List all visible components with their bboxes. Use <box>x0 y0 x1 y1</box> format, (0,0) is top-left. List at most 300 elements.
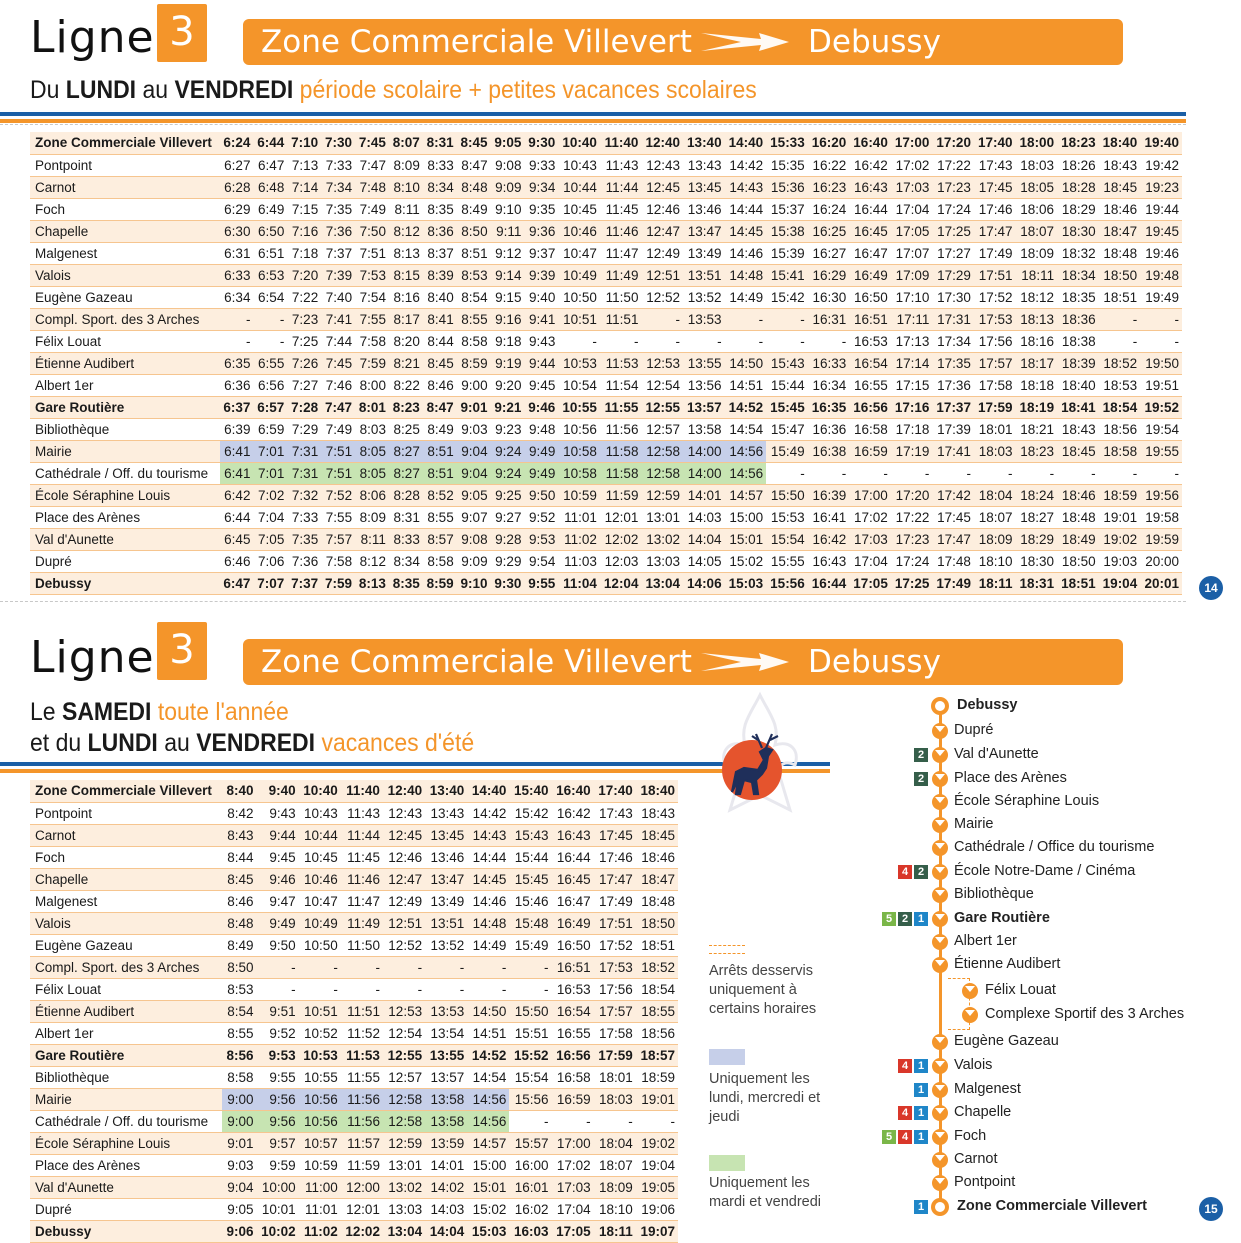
time-cell: 14:46 <box>729 245 764 261</box>
time-cell: 19:55 <box>1140 440 1182 462</box>
time-cell: 12:04 <box>600 572 642 594</box>
connection-line-badge: 4 <box>898 1130 912 1144</box>
time-cell: 15:53 <box>770 509 805 525</box>
time-cell: 19:56 <box>1140 484 1182 506</box>
time-cell: 14:44 <box>729 201 764 217</box>
time-cell: 17:09 <box>891 264 933 286</box>
time-cell: 9:29 <box>495 553 522 569</box>
time-cell: 13:49 <box>430 893 465 909</box>
time-cell: 7:25 <box>291 333 319 349</box>
saturday-timetable <box>30 780 678 1243</box>
time-cell: 9:52 <box>269 1025 296 1041</box>
time-cell: 6:54 <box>258 289 285 305</box>
time-cell: 11:50 <box>605 289 639 305</box>
time-cell: - <box>717 333 722 349</box>
time-cell: 8:06 <box>355 484 389 506</box>
time-cell: 18:06 <box>1020 201 1055 217</box>
time-cell: 16:43 <box>849 176 891 198</box>
time-cell: 15:42 <box>514 805 549 821</box>
time-cell: 8:48 <box>457 176 491 198</box>
time-cell: 9:34 <box>524 176 558 198</box>
time-cell: 15:52 <box>509 1044 551 1066</box>
time-cell: 10:00 <box>257 1176 299 1198</box>
stop-name: Gare Routière <box>30 1044 222 1066</box>
stop-name: Bibliothèque <box>35 421 110 437</box>
route-stop-label: Zone Commerciale Villevert <box>957 1198 1147 1214</box>
time-cell: 18:52 <box>1099 352 1141 374</box>
time-cell: 11:45 <box>605 201 639 217</box>
stop-marker-icon <box>962 983 978 999</box>
table-row <box>30 1000 678 1022</box>
time-cell: 8:05 <box>355 462 389 484</box>
time-cell: 16:23 <box>808 176 850 198</box>
time-cell: 18:59 <box>1099 484 1141 506</box>
time-cell: 12:49 <box>388 893 423 909</box>
time-cell: 16:39 <box>808 484 850 506</box>
time-cell: 14:51 <box>729 377 764 393</box>
time-cell: 8:13 <box>355 572 389 594</box>
arrow-icon <box>701 648 791 676</box>
time-cell: 8:03 <box>359 421 386 437</box>
time-cell: 8:27 <box>389 440 423 462</box>
table-row <box>30 802 678 824</box>
time-cell: 16:31 <box>808 308 850 330</box>
time-cell: - <box>383 956 425 978</box>
time-cell: 16:51 <box>849 308 891 330</box>
time-cell: 16:56 <box>849 396 891 418</box>
time-cell: 18:03 <box>974 440 1016 462</box>
time-cell: 12:43 <box>388 805 423 821</box>
table-row <box>30 1132 678 1154</box>
stop-name: Dupré <box>35 553 72 569</box>
stop-marker-icon <box>932 1105 948 1121</box>
time-cell: 12:47 <box>383 868 425 890</box>
time-cell: 6:49 <box>258 201 285 217</box>
time-cell: 17:47 <box>594 868 636 890</box>
time-cell: 6:59 <box>258 421 285 437</box>
time-cell: 13:47 <box>683 220 725 242</box>
bottom-subtitle-1: Le SAMEDI toute l'année <box>30 698 289 726</box>
time-cell: 18:55 <box>636 1000 678 1022</box>
time-cell: 8:54 <box>222 1000 256 1022</box>
time-cell: 18:29 <box>1061 201 1096 217</box>
time-cell: 16:47 <box>854 245 888 261</box>
time-cell: 11:40 <box>341 780 383 802</box>
time-cell: 8:13 <box>393 245 420 261</box>
time-cell: 18:49 <box>1057 528 1099 550</box>
time-cell: 14:40 <box>467 780 509 802</box>
stop-name: Étienne Audibert <box>30 1000 222 1022</box>
table-row <box>30 1022 678 1044</box>
table-row <box>30 956 678 978</box>
time-cell: 14:56 <box>467 1110 509 1132</box>
route-stop-label: Val d'Aunette <box>954 746 1039 762</box>
time-cell: 15:43 <box>766 352 808 374</box>
time-cell: 18:00 <box>1016 132 1058 154</box>
time-cell: 7:30 <box>321 132 355 154</box>
time-cell: 16:54 <box>849 352 891 374</box>
time-cell: 17:49 <box>599 893 633 909</box>
time-cell: 18:46 <box>1103 201 1138 217</box>
time-cell: 15:50 <box>766 484 808 506</box>
time-cell: 7:52 <box>321 484 355 506</box>
time-cell: 6:33 <box>220 264 254 286</box>
time-cell: 11:51 <box>600 308 642 330</box>
time-cell: 9:00 <box>461 377 488 393</box>
time-cell: 19:07 <box>636 1220 678 1242</box>
time-cell: 13:46 <box>430 849 465 865</box>
table-row <box>30 934 678 956</box>
time-cell: - <box>883 465 888 481</box>
time-cell: 9:44 <box>524 352 558 374</box>
time-cell: 17:00 <box>849 484 891 506</box>
time-cell: 19:59 <box>1140 528 1182 550</box>
time-cell: 7:31 <box>287 462 321 484</box>
stop-name: Cathédrale / Off. du tourisme <box>35 1113 209 1129</box>
table-row <box>30 440 1182 462</box>
time-cell: 15:45 <box>766 396 808 418</box>
time-cell: 8:00 <box>359 377 386 393</box>
connection-line-badge: 5 <box>882 1130 896 1144</box>
stop-name: Pontpoint <box>35 805 93 821</box>
route-stop-label: Dupré <box>954 722 994 738</box>
time-cell: 7:48 <box>355 176 389 198</box>
time-cell: 12:54 <box>388 1025 423 1041</box>
stop-name: Dupré <box>35 1201 72 1217</box>
origin-label-2: Zone Commerciale Villevert <box>261 644 692 680</box>
time-cell: 14:42 <box>472 805 507 821</box>
time-cell: 8:51 <box>423 440 457 462</box>
table-row <box>30 868 678 890</box>
time-cell: 14:48 <box>725 264 767 286</box>
time-cell: 6:27 <box>224 157 251 173</box>
time-cell: 9:53 <box>257 1044 299 1066</box>
time-cell: 17:05 <box>552 1220 594 1242</box>
time-cell: 7:33 <box>325 157 353 173</box>
time-cell: 17:52 <box>978 289 1013 305</box>
time-cell: 18:21 <box>1020 421 1055 437</box>
time-cell: 9:10 <box>457 572 491 594</box>
time-cell: 18:48 <box>1061 509 1096 525</box>
time-cell: 11:01 <box>564 509 597 525</box>
time-cell: 6:39 <box>224 421 251 437</box>
time-cell: 7:59 <box>355 352 389 374</box>
time-cell: 9:30 <box>491 572 525 594</box>
route-stop-label: Mairie <box>954 816 994 832</box>
time-cell: 10:43 <box>563 157 597 173</box>
time-cell: 19:40 <box>1140 132 1182 154</box>
destination-label-2: Debussy <box>808 644 941 680</box>
time-cell: 9:59 <box>269 1157 296 1173</box>
time-cell: 12:40 <box>383 780 425 802</box>
time-cell: 8:58 <box>227 1069 254 1085</box>
time-cell: 9:37 <box>529 245 556 261</box>
time-cell: 17:13 <box>895 333 930 349</box>
time-cell: 9:20 <box>495 377 522 393</box>
time-cell: 19:42 <box>1145 157 1179 173</box>
time-cell: 6:57 <box>253 396 287 418</box>
time-cell: 13:45 <box>425 824 467 846</box>
stop-name: Carnot <box>30 824 222 846</box>
arrow-icon <box>701 28 791 56</box>
time-cell: 17:51 <box>974 264 1016 286</box>
time-cell: 11:47 <box>347 893 380 909</box>
time-cell: 16:49 <box>849 264 891 286</box>
time-cell: 8:27 <box>389 462 423 484</box>
time-cell: 18:27 <box>1020 509 1055 525</box>
stop-name: Foch <box>35 849 66 865</box>
time-cell: 8:45 <box>222 868 256 890</box>
time-cell: 7:15 <box>291 201 319 217</box>
time-cell: 15:03 <box>725 572 767 594</box>
time-cell: 15:46 <box>514 893 549 909</box>
time-cell: 17:48 <box>937 553 971 569</box>
table-row <box>30 1066 678 1088</box>
time-cell: 15:42 <box>770 289 805 305</box>
time-cell: 19:03 <box>1103 553 1138 569</box>
route-stop-label: Malgenest <box>954 1081 1021 1097</box>
stop-marker-icon <box>932 887 948 903</box>
time-cell: 19:04 <box>641 1157 675 1173</box>
stop-name: Chapelle <box>30 220 220 242</box>
time-cell: 18:16 <box>1020 333 1055 349</box>
route-stop-label: Eugène Gazeau <box>954 1033 1059 1049</box>
time-cell: 11:57 <box>341 1132 383 1154</box>
time-cell: 18:43 <box>641 805 675 821</box>
time-cell: 10:43 <box>304 805 338 821</box>
stop-marker-icon <box>932 747 948 763</box>
ligne-title: Ligne <box>30 12 155 63</box>
time-cell: 18:40 <box>636 780 678 802</box>
time-cell: 12:55 <box>383 1044 425 1066</box>
time-cell: 10:54 <box>563 377 597 393</box>
time-cell: 7:26 <box>287 352 321 374</box>
time-cell: 6:47 <box>258 157 285 173</box>
time-cell: 13:54 <box>430 1025 465 1041</box>
time-cell: 6:50 <box>253 220 287 242</box>
time-cell: 19:02 <box>1099 528 1141 550</box>
time-cell: 10:56 <box>299 1110 341 1132</box>
time-cell: 7:02 <box>253 484 287 506</box>
time-cell: 9:56 <box>257 1088 299 1110</box>
time-cell: 18:04 <box>594 1132 636 1154</box>
time-cell: 8:43 <box>222 824 256 846</box>
time-cell: - <box>1132 465 1138 481</box>
time-cell: - <box>1174 465 1179 481</box>
time-cell: 18:18 <box>1020 377 1055 393</box>
time-cell: 17:25 <box>932 220 974 242</box>
time-cell: 8:57 <box>423 528 457 550</box>
time-cell: 18:11 <box>1016 264 1058 286</box>
time-cell: 15:41 <box>766 264 808 286</box>
time-cell: 17:24 <box>895 553 930 569</box>
time-cell: 11:02 <box>299 1220 341 1242</box>
time-cell: 13:47 <box>425 868 467 890</box>
time-cell: 8:31 <box>393 509 420 525</box>
time-cell: 15:56 <box>509 1088 551 1110</box>
connection-line-badge: 1 <box>914 912 928 926</box>
time-cell: 8:22 <box>393 377 420 393</box>
stop-name: Valois <box>30 912 222 934</box>
time-cell: 10:55 <box>558 396 600 418</box>
connection-line-badge: 1 <box>914 1200 928 1214</box>
time-cell: 8:16 <box>393 289 420 305</box>
time-cell: 11:43 <box>605 157 639 173</box>
time-cell: 6:31 <box>224 245 251 261</box>
time-cell: 8:47 <box>423 396 457 418</box>
time-cell: 16:25 <box>808 220 850 242</box>
time-cell: 18:17 <box>1016 352 1058 374</box>
stop-name: Valois <box>30 264 220 286</box>
time-cell: - <box>291 981 296 997</box>
time-cell: 14:50 <box>467 1000 509 1022</box>
time-cell: 8:40 <box>222 780 256 802</box>
time-cell: 12:01 <box>604 509 639 525</box>
time-cell: 19:23 <box>1140 176 1182 198</box>
time-cell: 19:04 <box>1099 572 1141 594</box>
time-cell: 6:35 <box>220 352 254 374</box>
time-cell: 14:46 <box>472 893 507 909</box>
route-stop-label: Albert 1er <box>954 933 1017 949</box>
time-cell: - <box>279 333 285 349</box>
time-cell: 9:01 <box>457 396 491 418</box>
time-cell: 15:01 <box>467 1176 509 1198</box>
time-cell: 16:02 <box>514 1201 549 1217</box>
time-cell: 7:37 <box>325 245 353 261</box>
time-cell: 19:49 <box>1145 289 1179 305</box>
time-cell: 12:01 <box>346 1201 380 1217</box>
time-cell: 17:57 <box>974 352 1016 374</box>
time-cell: 18:41 <box>1057 396 1099 418</box>
time-cell: 11:46 <box>600 220 642 242</box>
time-cell: 19:51 <box>1145 377 1179 393</box>
time-cell: 8:40 <box>427 289 454 305</box>
line-number-badge: 3 <box>157 4 207 62</box>
time-cell: 16:56 <box>552 1044 594 1066</box>
time-cell: 9:21 <box>491 396 525 418</box>
time-cell: - <box>800 465 805 481</box>
time-cell: 16:40 <box>849 132 891 154</box>
time-cell: 12:51 <box>383 912 425 934</box>
time-cell: 18:07 <box>1016 220 1058 242</box>
time-cell: 8:20 <box>393 333 420 349</box>
time-cell: - <box>299 956 341 978</box>
time-cell: 7:36 <box>291 553 319 569</box>
time-cell: 11:03 <box>564 553 597 569</box>
stop-marker-icon <box>932 1058 948 1074</box>
time-cell: 18:03 <box>1020 157 1055 173</box>
time-cell: 14:00 <box>683 440 725 462</box>
time-cell: 14:48 <box>467 912 509 934</box>
time-cell: 18:34 <box>1057 264 1099 286</box>
time-cell: 14:06 <box>683 572 725 594</box>
time-cell: 15:54 <box>514 1069 549 1085</box>
time-cell: 11:44 <box>600 176 642 198</box>
time-cell: 10:40 <box>299 780 341 802</box>
time-cell: 13:02 <box>641 528 683 550</box>
time-cell: 15:44 <box>770 377 805 393</box>
time-cell: 8:59 <box>457 352 491 374</box>
time-cell: 7:51 <box>321 462 355 484</box>
time-cell: 6:44 <box>253 132 287 154</box>
legend-blue: Uniquement les lundi, mercredi et jeudi <box>709 1071 821 1125</box>
time-cell: 14:04 <box>425 1220 467 1242</box>
time-cell: 7:41 <box>321 308 355 330</box>
time-cell: 16:40 <box>552 780 594 802</box>
time-cell: 7:55 <box>355 308 389 330</box>
time-cell: 14:54 <box>472 1069 507 1085</box>
time-cell: 15:03 <box>467 1220 509 1242</box>
time-cell: 17:53 <box>974 308 1016 330</box>
time-cell: 19:48 <box>1140 264 1182 286</box>
time-cell: - <box>257 956 299 978</box>
time-cell: 17:40 <box>974 132 1016 154</box>
time-cell: 17:23 <box>932 176 974 198</box>
time-cell: 15:43 <box>509 824 551 846</box>
time-cell: - <box>544 1113 549 1129</box>
time-cell: 11:51 <box>341 1000 383 1022</box>
time-cell: 16:41 <box>812 509 847 525</box>
time-cell: 12:59 <box>383 1132 425 1154</box>
table-row <box>30 1044 678 1066</box>
time-cell: 12:43 <box>646 157 681 173</box>
connection-line-badge: 5 <box>882 912 896 926</box>
connection-line-badge: 4 <box>898 1106 912 1120</box>
time-cell: 8:59 <box>423 572 457 594</box>
stop-marker-icon <box>931 697 949 715</box>
time-cell: 16:24 <box>812 201 847 217</box>
time-cell: 18:45 <box>636 824 678 846</box>
time-cell: 7:14 <box>287 176 321 198</box>
time-cell: 18:11 <box>594 1220 636 1242</box>
time-cell: - <box>633 333 639 349</box>
legend-green-swatch <box>709 1155 745 1171</box>
time-cell: 7:50 <box>355 220 389 242</box>
stop-name: Mairie <box>30 440 220 462</box>
page-number: 14 <box>1199 576 1223 600</box>
time-cell: 10:40 <box>558 132 600 154</box>
time-cell: 20:01 <box>1140 572 1182 594</box>
time-cell: 16:42 <box>556 805 591 821</box>
time-cell: 17:42 <box>932 484 974 506</box>
time-cell: - <box>544 981 549 997</box>
time-cell: 9:46 <box>257 868 299 890</box>
time-cell: 17:29 <box>932 264 974 286</box>
time-cell: 16:43 <box>812 553 847 569</box>
time-cell: 18:09 <box>1020 245 1055 261</box>
time-cell: 9:55 <box>524 572 558 594</box>
time-cell: 11:53 <box>600 352 642 374</box>
time-cell: 9:57 <box>257 1132 299 1154</box>
time-cell: 18:10 <box>978 553 1013 569</box>
table-row <box>30 978 678 1000</box>
time-cell: 10:53 <box>558 352 600 374</box>
time-cell: 16:44 <box>556 849 591 865</box>
time-cell: 13:45 <box>683 176 725 198</box>
time-cell: 15:40 <box>509 780 551 802</box>
time-cell: 18:40 <box>1099 132 1141 154</box>
table-row <box>30 1176 678 1198</box>
time-cell: 10:49 <box>299 912 341 934</box>
time-cell: 14:02 <box>425 1176 467 1198</box>
time-cell: 17:41 <box>932 440 974 462</box>
time-cell: 7:31 <box>287 440 321 462</box>
time-cell: 7:36 <box>321 220 355 242</box>
time-cell: 18:10 <box>599 1201 633 1217</box>
time-cell: 14:03 <box>430 1201 465 1217</box>
time-cell: 17:52 <box>599 937 633 953</box>
time-cell: 18:47 <box>1099 220 1141 242</box>
